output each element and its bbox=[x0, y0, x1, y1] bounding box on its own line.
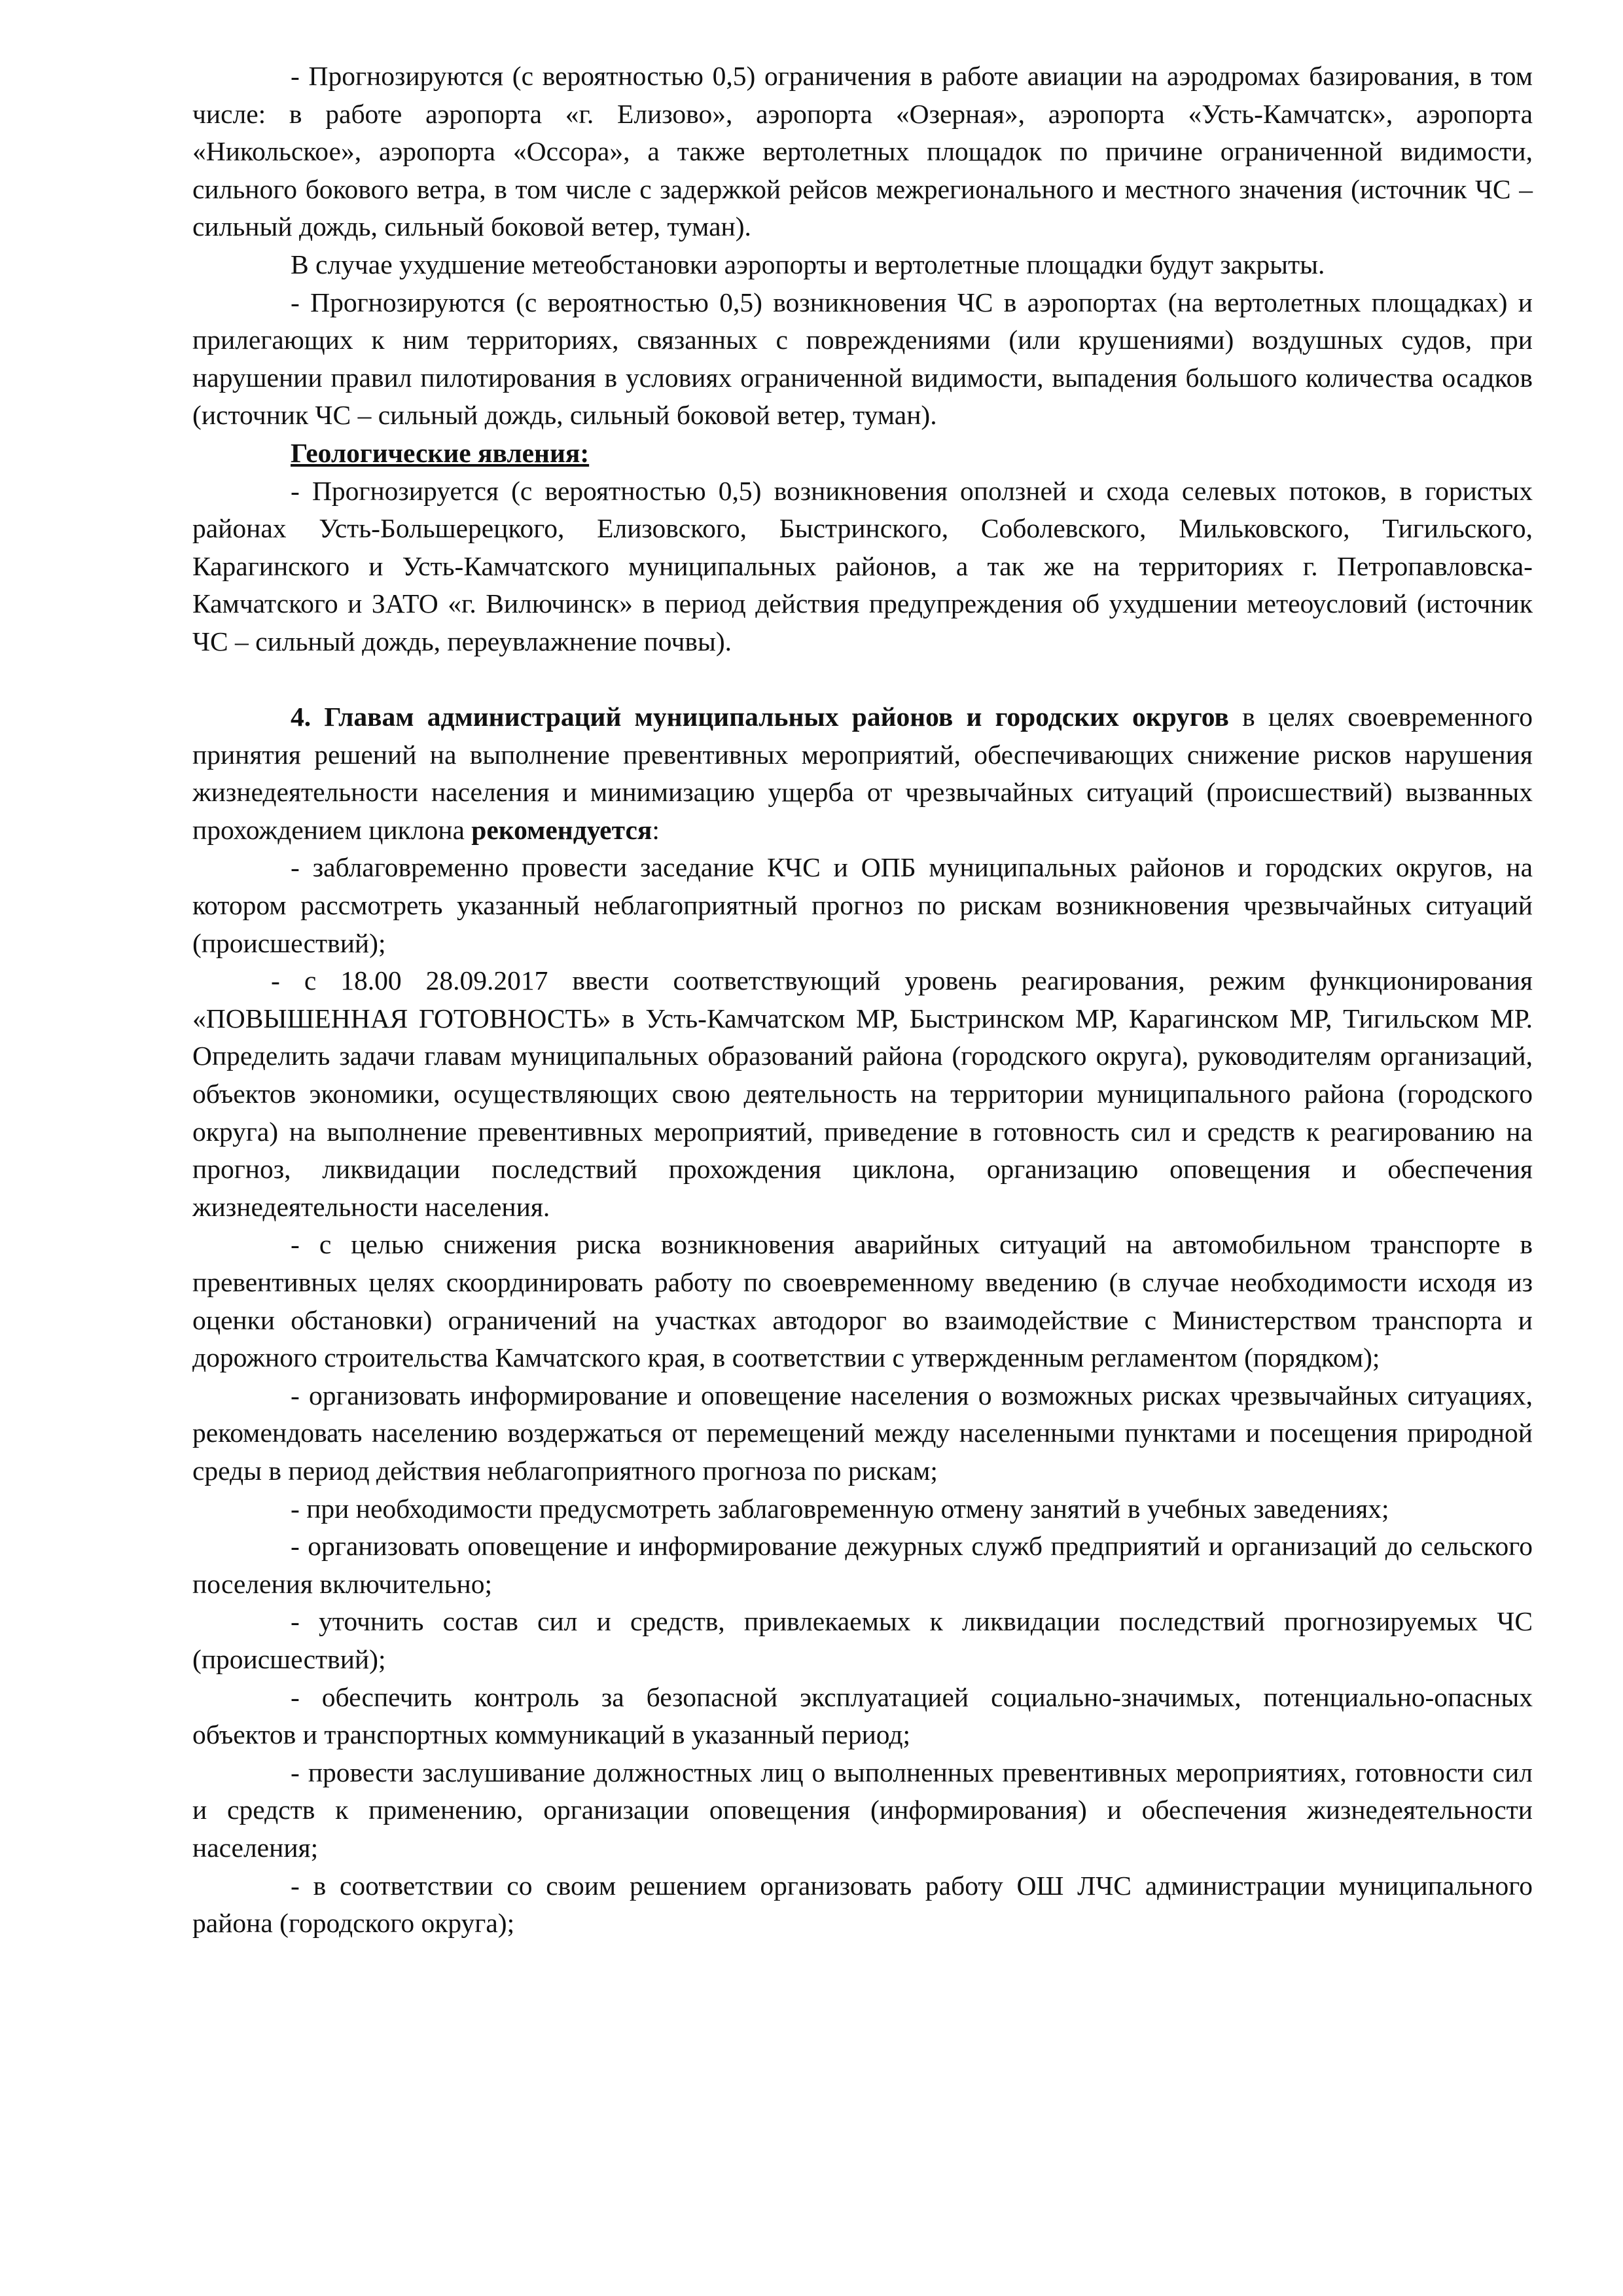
geological-heading: Геологические явления: bbox=[291, 437, 590, 468]
section-spacer bbox=[192, 661, 1533, 699]
section-4-paragraph bbox=[192, 698, 1533, 849]
section-4-lead-text: в целях своевременного принятия решений на выполнение превентивных мероприятий, обеспечивающих снижение рисков нарушения жизнедеятельности населения и минимизацию ущерба от чрезвычайных ситуаций (происшествий) вызванных прохождением циклона bbox=[192, 702, 1533, 845]
airport-emergency-paragraph: - Прогнозируются (с вероятностью 0,5) возникновения ЧС в аэропортах (на вертолетных площадках) и прилегающих к ним территориях, связанных с повреждениями (или крушениями) воздушных судов, при нарушении правил пилотирования в условиях ограниченной видимости, выпадения большого количества осадков (источник ЧС – сильный дождь, сильный боковой ветер, туман). bbox=[192, 287, 1533, 431]
section-4-colon: : bbox=[652, 814, 660, 845]
section-4-lead-bold: Главам администраций муниципальных районов и городских округов bbox=[324, 702, 1229, 732]
list-item-road-restrictions: - с целью снижения риска возникновения аварийных ситуаций на автомобильном транспорте в превентивных целях скоординировать работу по своевременному введению (в случае необходимости исходя из оценки обстановки) ограничений на участках автодорог во взаимодействие с Министерством транспорта и дорожного строительства Камчатского края, в соответствии с утвержденным регламентом (порядком); bbox=[192, 1229, 1533, 1373]
list-item-officials-hearing: - провести заслушивание должностных лиц о выполненных превентивных мероприятиях, готовности сил и средств к применению, организации оповещения (информирования) и обеспечения жизнедеятельности населения; bbox=[192, 1757, 1533, 1863]
section-4-recommended: рекомендуется bbox=[471, 814, 652, 845]
list-item-safety-control: - обеспечить контроль за безопасной эксплуатацией социально-значимых, потенциально-опасных объектов и транспортных коммуникаций в указанный период; bbox=[192, 1681, 1533, 1750]
list-item-kchs-meeting: - заблаговременно провести заседание КЧС и ОПБ муниципальных районов и городских округов, на котором рассмотреть указанный неблагоприятный прогноз по рискам возникновения чрезвычайных ситуаций (происшествий); bbox=[192, 852, 1533, 958]
airport-closure-paragraph: В случае ухудшение метеобстановки аэропорты и вертолетные площадки будут закрыты. bbox=[291, 249, 1325, 279]
document-page bbox=[192, 58, 1533, 1943]
landslide-paragraph: - Прогнозируется (с вероятностью 0,5) возникновения оползней и схода селевых потоков, в гористых районах Усть-Большерецкого, Елизовского, Быстринского, Соболевского, Мильковского, Тигильского, Карагинского и Усть-Камчатского муниципальных районов, а так же на территориях г. Петропавловска-Камчатского и ЗАТО «г. Вилючинск» в период действия предупреждения об ухудшении метеоусловий (источник ЧС – сильный дождь, переувлажнение почвы). bbox=[192, 475, 1533, 656]
aviation-restrictions-paragraph: - Прогнозируются (с вероятностью 0,5) ограничения в работе авиации на аэродромах базирования, в том числе: в работе аэропорта «г. Елизово», аэропорта «Озерная», аэропорта «Усть-Камчатск», аэропорта «Никольское», аэропорта «Оссора», а также вертолетных площадок по причине ограниченной видимости, сильного бокового ветра, в том числе с задержкой рейсов межрегионального и местного значения (источник ЧС – сильный дождь, сильный боковой ветер, туман). bbox=[192, 61, 1533, 242]
list-item-readiness-mode: - с 18.00 28.09.2017 ввести соответствующий уровень реагирования, режим функционирования «ПОВЫШЕННАЯ ГОТОВНОСТЬ» в Усть-Камчатском МР, Быстринском МР, Карагинском МР, Тигильском МР. Определить задачи главам муниципальных образований района (городского округа), руководителям организаций, объектов экономики, осуществляющих свою деятельность на территории муниципального района (городского округа) на выполнение превентивных мероприятий, приведение в готовность сил и средств к реагированию на прогноз, ликвидации последствий прохождения циклона, организацию оповещения и обеспечения жизнедеятельности населения. bbox=[192, 965, 1533, 1222]
section-4-number: 4. bbox=[291, 702, 312, 732]
list-item-school-cancel: - при необходимости предусмотреть заблаговременную отмену занятий в учебных заведениях; bbox=[291, 1493, 1389, 1524]
list-item-population-informing: - организовать информирование и оповещение населения о возможных рисках чрезвычайных ситуациях, рекомендовать населению воздержаться от перемещений между населенными пунктами и посещения природной среды в период действия неблагоприятного прогноза по рискам; bbox=[192, 1380, 1533, 1486]
list-item-forces-composition: - уточнить состав сил и средств, привлекаемых к ликвидации последствий прогнозируемых ЧС (происшествий); bbox=[192, 1606, 1533, 1674]
list-item-operational-staff: - в соответствии со своим решением организовать работу ОШ ЛЧС администрации муниципального района (городского округа); bbox=[192, 1870, 1533, 1939]
list-item-duty-services: - организовать оповещение и информирование дежурных служб предприятий и организаций до сельского поселения включительно; bbox=[192, 1531, 1533, 1599]
